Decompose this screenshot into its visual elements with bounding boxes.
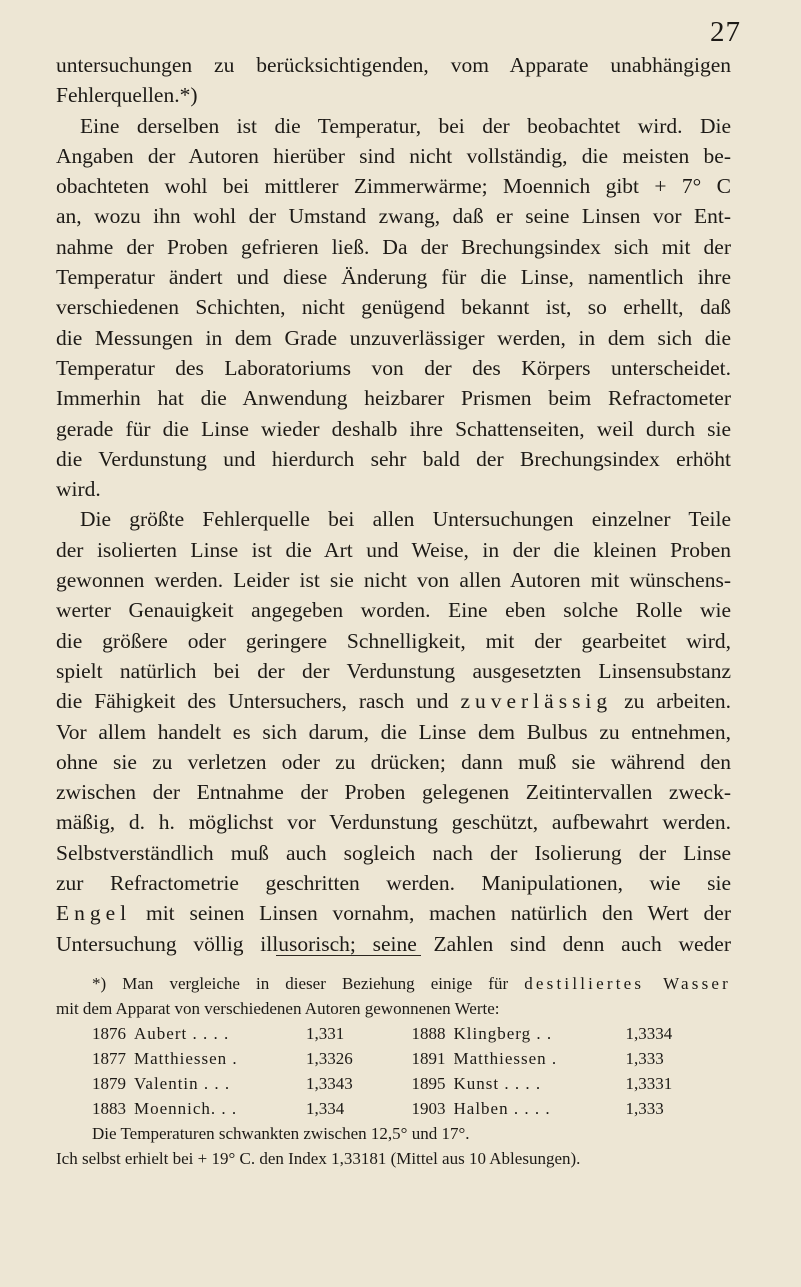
year: 1883 bbox=[92, 1099, 126, 1118]
year: 1888 bbox=[411, 1024, 446, 1043]
footnote-line: mit dem Apparat von verschiedenen Autoren gewonnenen Werte: bbox=[56, 999, 500, 1018]
footnote-line: Die Temperaturen schwankten zwischen 12,5° und 17°. bbox=[92, 1124, 470, 1143]
text-line: werter Genauigkeit angegeben worden. Eine eben solche Rolle wie bbox=[56, 598, 731, 623]
author: Valentin . . . bbox=[134, 1074, 231, 1093]
text-fragment: die Fähigkeit des Untersuchers, rasch und bbox=[56, 689, 449, 714]
text-line: gewonnen werden. Leider ist sie nicht von allen Autoren mit wünschens- bbox=[56, 568, 731, 593]
text-line: nahme der Proben gefrieren ließ. Da der Brechungsindex sich mit der bbox=[56, 234, 731, 259]
text-line bbox=[56, 898, 731, 928]
text-line: Immerhin hat die Anwendung heizbarer Prismen beim Refractometer bbox=[56, 386, 731, 411]
index-value: 1,333 bbox=[625, 1099, 664, 1118]
text-line: obachteten wohl bei mittlerer Zimmerwärme; Moennich gibt + 7° C bbox=[56, 174, 731, 199]
author: Moennich. . . bbox=[134, 1099, 238, 1118]
page-number: 27 bbox=[710, 16, 741, 48]
table-cell bbox=[412, 1021, 716, 1046]
table-cell bbox=[92, 1096, 396, 1121]
footnote-emphasis: destilliertes Wasser bbox=[524, 974, 732, 993]
year: 1891 bbox=[411, 1049, 446, 1068]
footnote-line bbox=[56, 971, 731, 996]
index-value: 1,3331 bbox=[625, 1074, 673, 1093]
text-line: ohne sie zu verletzen oder zu drücken; dann muß sie während den bbox=[56, 749, 731, 774]
emphasized-word: zuverlässig bbox=[460, 689, 613, 714]
text-line: die größere oder geringere Schnelligkeit, mit der gearbeitet wird, bbox=[56, 628, 731, 653]
text-line: Vor allem handelt es sich darum, die Linse dem Bulbus zu entnehmen, bbox=[56, 719, 731, 744]
emphasized-author-name: Engel bbox=[56, 901, 132, 926]
index-value: 1,334 bbox=[306, 1099, 345, 1118]
text-line: spielt natürlich bei der der Verdunstung ausgesetzten Linsensubstanz bbox=[56, 658, 731, 683]
author: Kunst . . . . bbox=[453, 1074, 542, 1093]
footnote-line: Ich selbst erhielt bei + 19° C. den Index 1,33181 (Mittel aus 10 Ablesungen). bbox=[56, 1149, 581, 1168]
index-value: 1,3326 bbox=[306, 1049, 353, 1068]
year: 1877 bbox=[92, 1049, 126, 1068]
text-line: an, wozu ihn wohl der Umstand zwang, daß er seine Linsen vor Ent- bbox=[56, 204, 731, 229]
text-line: Fehlerquellen.*) bbox=[56, 83, 198, 108]
index-value: 1,331 bbox=[306, 1024, 345, 1043]
author: Halben . . . . bbox=[453, 1099, 551, 1118]
text-line: Untersuchung völlig illusorisch; seine Zahlen sind denn auch weder bbox=[56, 931, 731, 956]
body-text bbox=[56, 50, 731, 959]
text-line: mäßig, d. h. möglichst vor Verdunstung geschützt, aufbewahrt werden. bbox=[56, 810, 731, 835]
year: 1895 bbox=[411, 1074, 446, 1093]
refraction-values-table bbox=[92, 1021, 731, 1121]
index-value: 1,3334 bbox=[625, 1024, 673, 1043]
author: Matthiessen . bbox=[453, 1049, 558, 1068]
text-fragment: zu arbeiten. bbox=[624, 689, 731, 714]
author: Klingberg . . bbox=[453, 1024, 553, 1043]
author: Matthiessen . bbox=[134, 1049, 238, 1068]
table-row bbox=[92, 1046, 731, 1071]
text-line: gerade für die Linse wieder deshalb ihre Schattenseiten, weil durch sie bbox=[56, 416, 731, 441]
index-value: 1,3343 bbox=[306, 1074, 353, 1093]
text-line: Selbstverständlich muß auch sogleich nach der Isolierung der Linse bbox=[56, 840, 731, 865]
year: 1903 bbox=[411, 1099, 446, 1118]
table-cell bbox=[92, 1071, 396, 1096]
table-row bbox=[92, 1071, 731, 1096]
footnote bbox=[56, 971, 731, 1171]
text-line: Temperatur ändert und diese Änderung für die Linse, namentlich ihre bbox=[56, 265, 731, 290]
footnote-divider bbox=[276, 955, 421, 956]
table-row bbox=[92, 1021, 731, 1046]
text-line: untersuchungen zu berücksichtigenden, vom Apparate unabhängigen bbox=[56, 53, 731, 77]
text-line: verschiedenen Schichten, nicht genügend bekannt ist, so erhellt, daß bbox=[56, 295, 731, 320]
footnote-text: *) Man vergleiche in dieser Beziehung einige für bbox=[92, 974, 509, 993]
text-line: Die größte Fehlerquelle bei allen Untersuchungen einzelner Teile bbox=[80, 507, 731, 532]
table-cell bbox=[412, 1046, 716, 1071]
text-line: Temperatur des Laboratoriums von der des Körpers unterscheidet. bbox=[56, 355, 731, 380]
text-line: der isolierten Linse ist die Art und Weise, in der die kleinen Proben bbox=[56, 537, 731, 562]
text-line: wird. bbox=[56, 477, 101, 502]
index-value: 1,333 bbox=[625, 1049, 664, 1068]
table-cell bbox=[92, 1021, 396, 1046]
text-line: Eine derselben ist die Temperatur, bei der beobachtet wird. Die bbox=[80, 113, 731, 138]
text-line: die Verdunstung und hierdurch sehr bald der Brechungsindex erhöht bbox=[56, 446, 731, 471]
author: Aubert . . . . bbox=[134, 1024, 230, 1043]
year: 1879 bbox=[92, 1074, 126, 1093]
text-line: die Messungen in dem Grade unzuverlässiger werden, in dem sich die bbox=[56, 325, 731, 350]
year: 1876 bbox=[92, 1024, 126, 1043]
text-line: Angaben der Autoren hierüber sind nicht vollständig, die meisten be- bbox=[56, 143, 731, 168]
text-line: zwischen der Entnahme der Proben gelegenen Zeitintervallen zweck- bbox=[56, 780, 731, 805]
text-line: zur Refractometrie geschritten werden. Manipulationen, wie sie bbox=[56, 871, 731, 896]
table-cell bbox=[92, 1046, 396, 1071]
text-line bbox=[56, 686, 731, 716]
table-row bbox=[92, 1096, 731, 1121]
text-fragment: mit seinen Linsen vornahm, machen natürlich den Wert der bbox=[145, 901, 731, 926]
table-cell bbox=[412, 1096, 716, 1121]
table-cell bbox=[412, 1071, 716, 1096]
